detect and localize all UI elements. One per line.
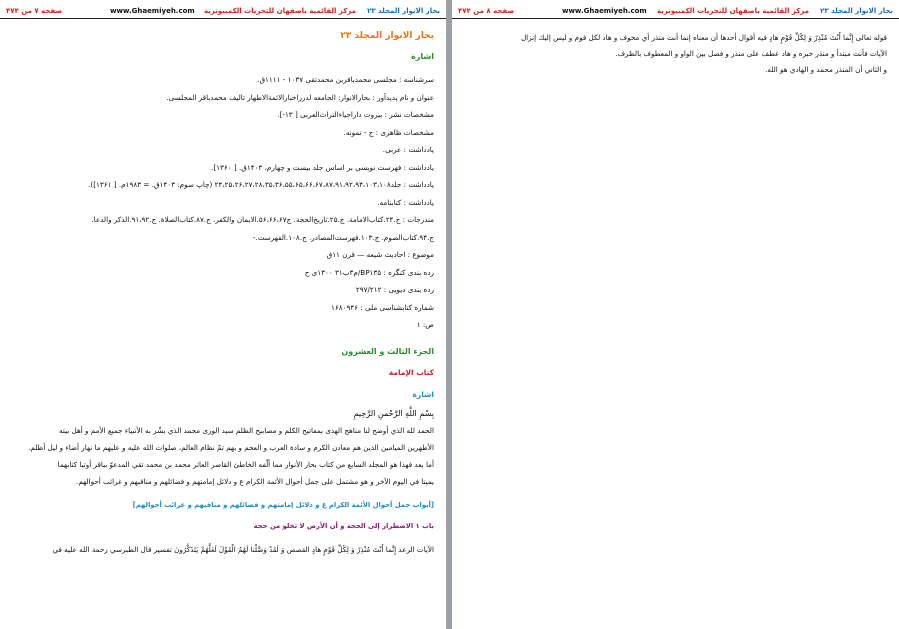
header-page-counter: صفحه ۷ من ۴۷۴ (6, 7, 63, 15)
header-center-name: مركز القائمية باصفهان للتحريات الكمبيوترية (203, 7, 356, 15)
page-header (0, 4, 446, 19)
header-book-title: بحار الانوار المجلد ۲۳ (820, 7, 893, 15)
kitab-heading: كتاب الإمامة (388, 368, 434, 378)
abwab-heading: [أبواب جمل أحوال الأئمة الكرام ع و دلائل إمامتهم و فضائلهم و مناقبهم و غرائب أحوالهم] (132, 500, 434, 509)
bab-heading: باب ۱ الاضطرار إلى الحجة و أن الأرض لا تخلو من حجة (253, 522, 434, 531)
verse-line: الآيات الرعد إِنَّما أَنْتَ مُنْذِرٌ وَ لِكُلِّ قَوْمٍ هادٍ القصص وَ لَقَدْ وَصَّلْنا لَهُمُ الْقَوْلَ لَعَلَّهُمْ يَتَذَكَّرُونَ تفسير قال الطبرسي رحمة الله عليه في (52, 544, 434, 554)
meta-line: سرشناسه : مجلسی محمدباقربن محمدتقی ۱۰۳۷ - ۱۱۱۱ق. (257, 75, 434, 85)
meta-line: رده بندی کنگره : BP۱۳۵/م۳ب۳۱ ۱۳۰۰ی ح (304, 267, 434, 277)
meta-line: مشخصات ظاهری : ج - نمونه. (343, 127, 434, 137)
basmala: بِسْمِ اللَّهِ الرَّحْمنِ الرَّحِيمِ (353, 409, 434, 419)
meta-line: یادداشت : جلد۲۴،۲۵،۲۶،۲۷،۲۸،۳۵،۳۶،۵۵،۶۵،۶۶،۶۷،۸۷،۹۱،۹۲،۹۴،۱۰۳،۱۰۸ (چاپ سوم: ۱۴۰۳ق. = ۱۹۸۳م. [ ۱۳۶۱]). (88, 180, 434, 190)
meta-line: یادداشت : فهرست نویسی بر اساس جلد بیست و چهارم، ۱۴۰۳ق. [ ۱۳۶۰]. (211, 162, 434, 172)
body-line: يمينا في اليوم الآخر و هو مشتمل على جمل أحوال الأئمة الكرام ع و دلائل إمامتهم و فضائلهم و مناقبهم و غرائب أحوالهم. (76, 476, 434, 486)
meta-line: یادداشت : عربی. (382, 145, 434, 155)
meta-line: مشخصات نشر : بیروت داراحیاءالتراث‌العربی [ ۱۳-]. (277, 110, 434, 120)
meta-line: شماره کتابشناسی ملی : ۱۶۸۰۹۴۶ (331, 302, 434, 312)
body-line: الحمد لله الذي أوضح لنا مناهج الهدى بمفاتيح الكلم و مصابيح الظلم سيد الورى محمد الذي بشّر به الأنبياء جميع الأمم و أهل بيته (59, 425, 434, 435)
metadata-block (10, 71, 434, 334)
meta-line: موضوع : احادیث شیعه — قرن ۱۱ق (326, 250, 434, 260)
meta-line: عنوان و نام پدیدآور : بحارالانوار: الجامعه لدرراخبارالائمةالاطهار تالیف محمدباقر المجلسی. (166, 92, 434, 102)
body-line: قوله تعالى إِنَّما أَنْتَ مُنْذِرٌ وَ لِكُلِّ قَوْمٍ هادٍ فيه أقوال أحدها أن معناه إنما أنت منذر أي مخوف و هاد لكل قوم و ليس إليك إنزال (520, 33, 887, 42)
book-title-heading: بحار الانوار المجلد ۲۳ (340, 31, 434, 41)
meta-line: رده بندی دیویی : ۲۹۷/۲۱۲ (355, 285, 434, 295)
body-line: الأطهرين الميامين الذين هم معادن الكرم و سادة العرب و العجم و بهم تمّ نظام العالم، صلوات الله عليه و عليهم ما نهار أضاء و ليل أظلم. (28, 442, 434, 452)
header-page-counter: صفحه ۸ من ۴۷۴ (458, 7, 515, 15)
header-website-link[interactable]: www.Ghaemiyeh.com (562, 7, 647, 15)
part-heading: الجزء الثالث و العشرون (341, 346, 434, 356)
body-line: أما بعد فهذا هو المجلد السابع من كتاب بحار الأنوار مما ألّفه الخاطئ القاصر العاثر محمد بن محمد تقي المدعوّ بباقر أوتيا كتابهما (57, 459, 434, 469)
page-header (452, 4, 899, 19)
section-heading: اشارة (411, 51, 434, 61)
page-content (10, 22, 434, 629)
page-content (462, 30, 887, 629)
meta-line: ج.۹۴.کتاب‌الصوم. ج.۱۰۳.فهرست‌المصادر. ج.۱۰۸.الفهرست.- (252, 232, 434, 242)
header-book-title: بحار الانوار المجلد ۲۳ (367, 7, 440, 15)
section-heading: اشارة (412, 389, 434, 399)
meta-line: یادداشت : کتابنامه. (377, 197, 434, 207)
header-center-name: مركز القائمية باصفهان للتحريات الكمبيوترية (656, 7, 809, 15)
body-line: و الثاني أن المنذر محمد و الهادي هو الله. (765, 65, 887, 74)
header-website-link[interactable]: www.Ghaemiyeh.com (110, 7, 195, 15)
document-page-left (0, 0, 446, 629)
meta-line: ص: ۱ (416, 320, 434, 330)
meta-line: مندرجات : ج.۲۴.کتاب‌الامامة. ج.۲۵.تاریخ‌الحجة. ج۵۶،۶۶،۶۷.الایمان والکفر. ج.۸۷.کتاب‌الصلاة. ج.۹۱،۹۲.الذکر والدعا. (91, 215, 434, 225)
body-paragraph (10, 422, 434, 490)
document-page-right (452, 0, 899, 629)
body-line: الآيات فأنت مبتدأ و منذر خبره و هاد عطف على منذر و فصل بين الواو و المعطوف بالظرف. (615, 49, 887, 58)
